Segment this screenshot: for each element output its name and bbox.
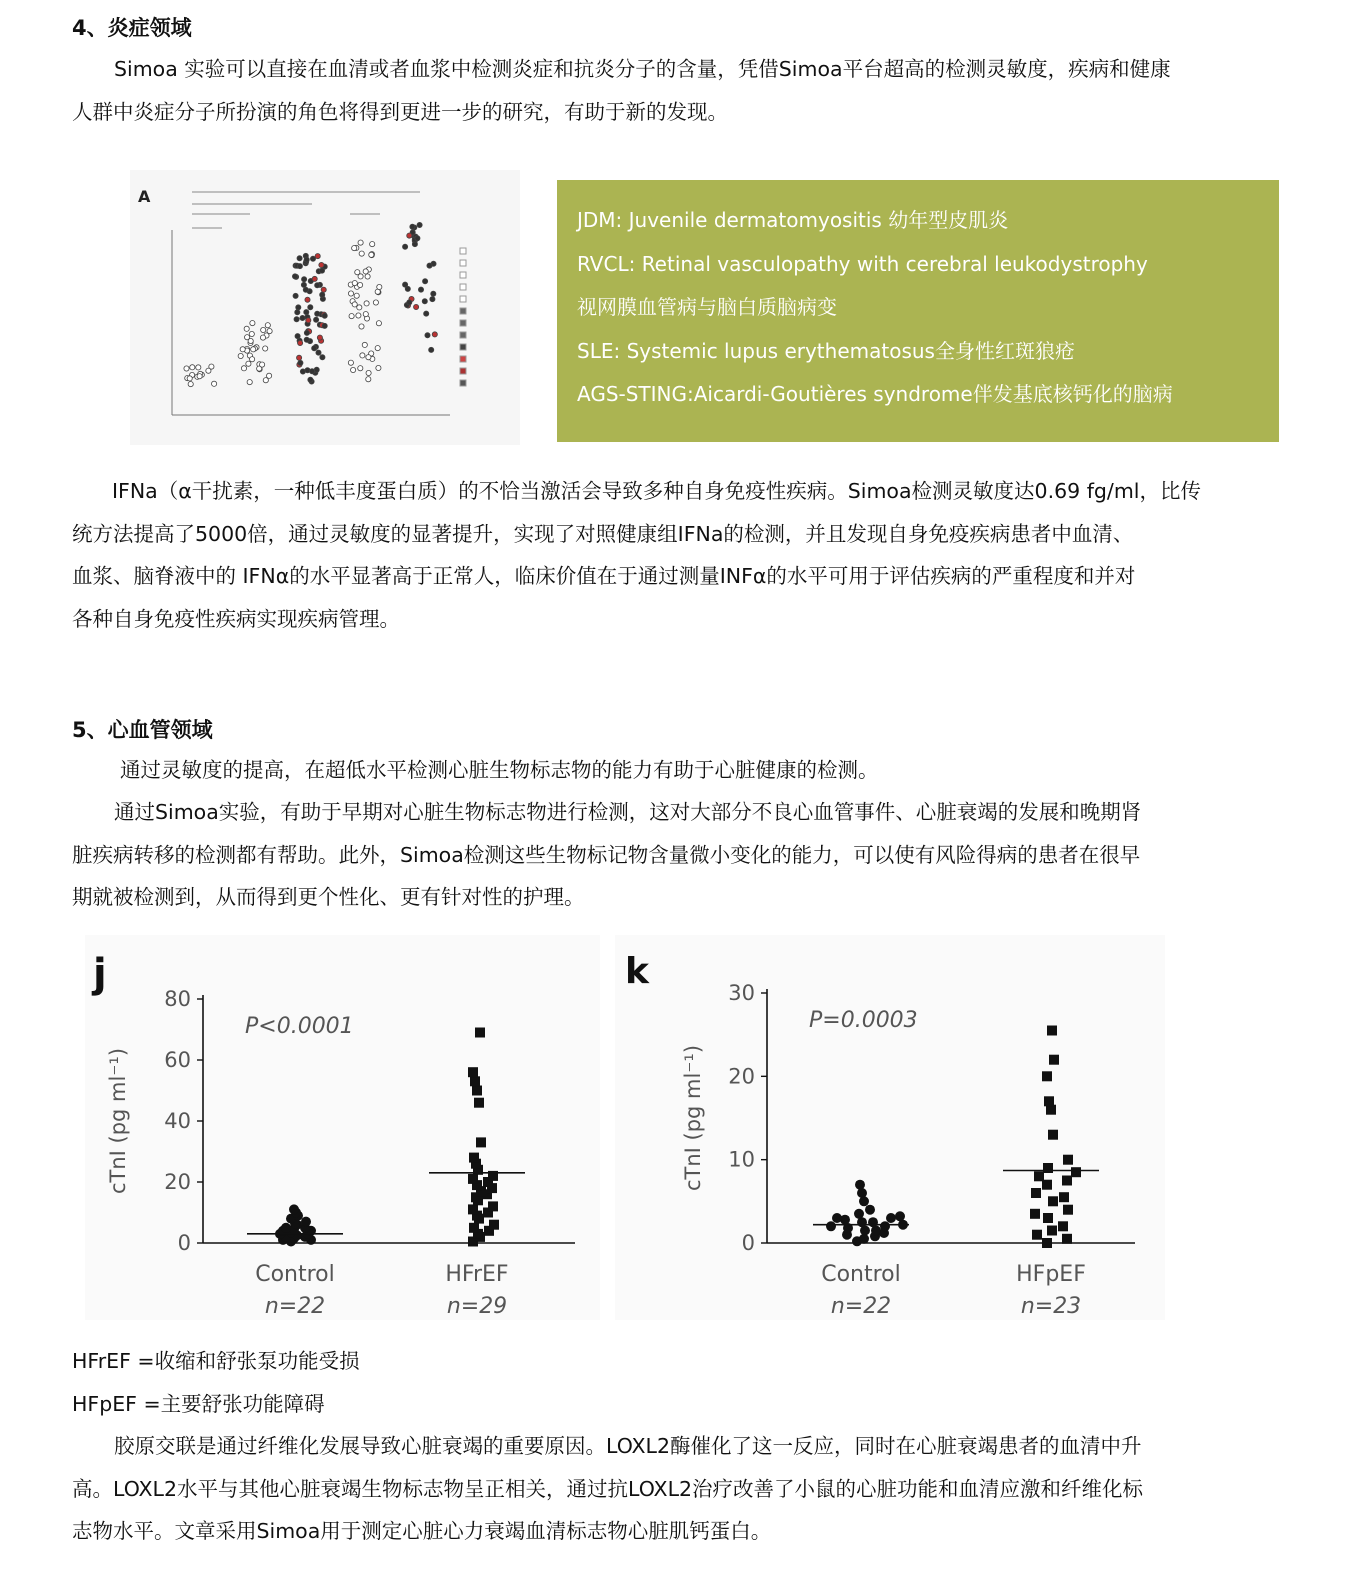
data-point-hf bbox=[468, 1204, 478, 1214]
data-point-control bbox=[826, 1221, 836, 1231]
y-tick-label: 10 bbox=[728, 1147, 755, 1172]
ifna-point bbox=[403, 244, 408, 249]
text-line: 期就被检测到，从而得到更个性化、更有针对性的护理。 bbox=[72, 885, 585, 909]
y-tick-label: 40 bbox=[164, 1109, 191, 1133]
data-point-hf bbox=[1058, 1221, 1068, 1231]
data-point-hf bbox=[476, 1137, 486, 1147]
ifna-point bbox=[424, 311, 429, 316]
panel-label-a: A bbox=[138, 187, 151, 206]
ifna-point bbox=[297, 355, 302, 360]
x-category-label: HFpEF bbox=[1016, 1262, 1086, 1287]
ifna-point bbox=[407, 233, 412, 238]
ifna-point bbox=[303, 287, 308, 292]
ifna-point bbox=[321, 287, 326, 292]
ifna-point bbox=[248, 338, 253, 343]
ifna-point bbox=[292, 274, 297, 279]
text-line: IFNa（α干扰素，一种低丰度蛋白质）的不恰当激活会导致多种自身免疫性疾病。Simoa检测灵敏度达0.69 fg/ml，比传 bbox=[112, 479, 1201, 503]
data-point-hf bbox=[1062, 1234, 1072, 1244]
y-tick-label: 30 bbox=[728, 981, 755, 1005]
ifna-point bbox=[298, 340, 303, 345]
data-point-control bbox=[854, 1209, 864, 1219]
ifna-point bbox=[352, 246, 357, 251]
ifna-point bbox=[377, 284, 382, 289]
ifna-point bbox=[184, 366, 189, 371]
data-point-hf bbox=[468, 1067, 478, 1077]
text-line: Simoa 实验可以直接在血清或者血浆中检测炎症和抗炎分子的含量，凭借Simoa平台超高的检测灵敏度，疾病和健康 bbox=[114, 57, 1171, 81]
data-point-hf bbox=[1063, 1155, 1073, 1165]
data-point-hf bbox=[468, 1174, 478, 1184]
sec5-paragraph-1 bbox=[72, 749, 879, 792]
data-point-control bbox=[301, 1217, 311, 1227]
ifna-point bbox=[315, 283, 320, 288]
y-tick-label: 0 bbox=[177, 1231, 191, 1255]
ifna-point bbox=[315, 311, 320, 316]
data-point-hf bbox=[1063, 1205, 1073, 1215]
ifna-point bbox=[348, 291, 353, 296]
ifna-point bbox=[348, 360, 353, 365]
ifna-point bbox=[196, 365, 201, 370]
text-line: 高。LOXL2水平与其他心脏衰竭生物标志物呈正相关，通过抗LOXL2治疗改善了小鼠的心脏功能和血清应激和纤维化标 bbox=[72, 1476, 1144, 1501]
data-point-control bbox=[832, 1213, 842, 1223]
data-point-control bbox=[855, 1180, 865, 1190]
ifna-point bbox=[296, 305, 301, 310]
x-category-label: Control bbox=[821, 1262, 901, 1287]
ifna-point bbox=[304, 330, 309, 335]
data-point-hf bbox=[1048, 1196, 1058, 1206]
ifna-point bbox=[238, 353, 243, 358]
ifna-point bbox=[417, 222, 422, 227]
ifna-point bbox=[322, 323, 327, 328]
ifna-point bbox=[425, 333, 430, 338]
x-category-label: Control bbox=[255, 1262, 335, 1287]
data-point-hf bbox=[1059, 1192, 1069, 1202]
ifna-point bbox=[359, 251, 364, 256]
ifna-point bbox=[188, 382, 193, 387]
ifna-point bbox=[319, 268, 324, 273]
data-point-hf bbox=[1071, 1167, 1081, 1177]
ifna-point bbox=[305, 297, 310, 302]
data-point-control bbox=[865, 1205, 875, 1215]
sec5-definitions bbox=[72, 1340, 360, 1425]
ifna-point bbox=[265, 323, 270, 328]
data-point-hf bbox=[475, 1028, 485, 1038]
ifna-point bbox=[241, 366, 246, 371]
ifna-figure-a bbox=[130, 170, 520, 445]
ifna-point bbox=[315, 254, 320, 259]
text-line: 人群中炎症分子所扮演的角色将得到更进一步的研究，有助于新的发现。 bbox=[72, 99, 728, 124]
ifna-point bbox=[363, 312, 368, 317]
text-line: 统方法提高了5000倍，通过灵敏度的显著提升，实现了对照健康组IFNa的检测，并且发现自身免疫疾病患者中血清、 bbox=[72, 521, 1134, 546]
ifna-point bbox=[322, 313, 327, 318]
ifna-point bbox=[362, 342, 367, 347]
ifna-point bbox=[359, 324, 364, 329]
sec5-paragraph-3 bbox=[72, 1425, 1143, 1553]
ifna-point bbox=[356, 313, 361, 318]
ifna-point bbox=[294, 317, 299, 322]
text-line: 通过灵敏度的提高，在超低水平检测心脏生物标志物的能力有助于心脏健康的检测。 bbox=[120, 758, 879, 782]
ifna-point bbox=[427, 263, 432, 268]
text-line: 通过Simoa实验，有助于早期对心脏生物标志物进行检测，这对大部分不良心血管事件、心脏衰竭的发展和晚期肾 bbox=[114, 800, 1142, 824]
ifna-point bbox=[263, 346, 268, 351]
ifna-point bbox=[351, 367, 356, 372]
ifna-point bbox=[301, 282, 306, 287]
abbreviation-legend-box bbox=[557, 180, 1279, 442]
p-value-label: P<0.0001 bbox=[245, 1014, 354, 1039]
group-n-label: n=23 bbox=[1020, 1294, 1082, 1319]
data-point-hf bbox=[1034, 1171, 1044, 1181]
ifna-point bbox=[415, 236, 420, 241]
ifna-point bbox=[250, 321, 255, 326]
y-tick-label: 60 bbox=[164, 1048, 191, 1072]
text-line: 胶原交联是通过纤维化发展导致心脏衰竭的重要原因。LOXL2酶催化了这一反应，同时在心脏衰竭患者的血清中升 bbox=[114, 1434, 1142, 1458]
y-tick-label: 80 bbox=[164, 987, 191, 1011]
y-axis-label: cTnI (pg ml⁻¹) bbox=[106, 1047, 130, 1195]
definition-hfpef: HFpEF =主要舒张功能障碍 bbox=[72, 1391, 325, 1416]
ifna-point bbox=[370, 242, 375, 247]
ifna-point bbox=[190, 365, 195, 370]
ifna-point bbox=[366, 370, 371, 375]
y-tick-label: 0 bbox=[741, 1231, 755, 1255]
ifna-point bbox=[304, 337, 309, 342]
x-category-label: HFrEF bbox=[445, 1262, 509, 1287]
ifna-point bbox=[206, 368, 211, 373]
ifna-point bbox=[403, 282, 408, 287]
ifna-point bbox=[187, 376, 192, 381]
sec5-paragraph-2 bbox=[72, 791, 1141, 919]
ifna-point bbox=[251, 347, 256, 352]
ifna-point bbox=[410, 224, 415, 229]
data-point-hf bbox=[1042, 1071, 1052, 1081]
y-axis-label: cTnI (pg ml⁻¹) bbox=[681, 1044, 705, 1192]
ifna-point bbox=[366, 377, 371, 382]
data-point-hf bbox=[1047, 1226, 1057, 1236]
ifna-point bbox=[349, 314, 354, 319]
ifna-point bbox=[407, 300, 412, 305]
ifna-point bbox=[317, 335, 322, 340]
ifna-point bbox=[212, 381, 217, 386]
ifna-point bbox=[295, 310, 300, 315]
legend-line-rvcl: RVCL: Retinal vasculopathy with cerebral leukodystrophy bbox=[577, 251, 1148, 276]
ifna-point bbox=[373, 300, 378, 305]
data-point-hf bbox=[1043, 1213, 1053, 1223]
ifna-point bbox=[302, 277, 307, 282]
ifna-point bbox=[320, 355, 325, 360]
ifna-point bbox=[247, 380, 252, 385]
ifna-point bbox=[369, 252, 374, 257]
text-line: 血浆、脑脊液中的 IFNα的水平显著高于正常人，临床价值在于通过测量INFα的水平可用于评估疾病的严重程度和并对 bbox=[72, 564, 1136, 588]
ifna-point bbox=[365, 274, 370, 279]
ifna-point bbox=[249, 331, 254, 336]
data-point-hf bbox=[1031, 1188, 1041, 1198]
panel-label-k: k bbox=[625, 951, 649, 992]
data-point-hf bbox=[470, 1076, 480, 1086]
data-point-hf bbox=[469, 1153, 479, 1163]
ifna-point bbox=[357, 305, 362, 310]
ifna-point bbox=[304, 310, 309, 315]
data-point-control bbox=[868, 1217, 878, 1227]
group-n-label: n=22 bbox=[830, 1294, 892, 1319]
group-n-label: n=22 bbox=[264, 1294, 326, 1319]
data-point-hf bbox=[469, 1223, 479, 1233]
ifna-point bbox=[320, 292, 325, 297]
legend-line-sle: SLE: Systemic lupus erythematosus全身性红斑狼疮 bbox=[577, 338, 1075, 363]
data-point-control bbox=[859, 1196, 869, 1206]
ifna-point bbox=[354, 293, 359, 298]
panel-label-j: j bbox=[93, 951, 107, 997]
data-point-hf bbox=[1043, 1163, 1053, 1173]
text-line: 脏疾病转移的检测都有帮助。此外，Simoa检测这些生物标记物含量微小变化的能力，可以使有风险得病的患者在很早 bbox=[72, 842, 1141, 867]
data-point-control bbox=[895, 1211, 905, 1221]
ifna-point bbox=[310, 256, 315, 261]
ifna-point bbox=[308, 377, 313, 382]
ifna-point bbox=[306, 318, 311, 323]
section-5-heading: 5、心血管领域 bbox=[72, 718, 213, 742]
legend-line-ags: AGS-STING:Aicardi-Goutières syndrome伴发基底核钙化的脑病 bbox=[577, 382, 1173, 406]
ifna-point bbox=[358, 240, 363, 245]
ifna-point bbox=[250, 357, 255, 362]
ifna-point bbox=[430, 297, 435, 302]
text-line: 志物水平。文章采用Simoa用于测定心脏心力衰竭血清标志物心脏肌钙蛋白。 bbox=[72, 1519, 772, 1543]
data-point-control bbox=[857, 1188, 867, 1198]
ifna-point bbox=[260, 335, 265, 340]
ifna-point bbox=[376, 321, 381, 326]
data-point-control bbox=[281, 1223, 291, 1233]
ifna-point bbox=[240, 347, 245, 352]
ifna-point bbox=[308, 305, 313, 310]
ifna-point bbox=[414, 304, 419, 309]
ifna-point bbox=[360, 353, 365, 358]
data-point-hf bbox=[488, 1201, 498, 1211]
data-point-hf bbox=[1048, 1130, 1058, 1140]
ifna-point bbox=[261, 327, 266, 332]
data-point-control bbox=[289, 1204, 299, 1214]
ifna-point bbox=[364, 301, 369, 306]
text-line: 各种自身免疫性疾病实现疾病管理。 bbox=[72, 606, 400, 631]
data-point-hf bbox=[1062, 1176, 1072, 1186]
ifna-point bbox=[358, 282, 363, 287]
ifna-point bbox=[352, 302, 357, 307]
ifna-scatter-image bbox=[130, 170, 520, 445]
ifna-point bbox=[355, 270, 360, 275]
data-point-control bbox=[880, 1221, 890, 1231]
ifna-point bbox=[297, 264, 302, 269]
data-point-hf bbox=[489, 1220, 499, 1230]
ctni-charts bbox=[85, 935, 1165, 1320]
ifna-point bbox=[312, 276, 317, 281]
legend-line-jdm: JDM: Juvenile dermatomyositis 幼年型皮肌炎 bbox=[577, 208, 1009, 232]
sec4-paragraph-2 bbox=[72, 470, 1201, 640]
ifna-point bbox=[352, 281, 357, 286]
data-point-hf bbox=[1042, 1238, 1052, 1248]
group-n-label: n=29 bbox=[446, 1294, 508, 1319]
ifna-point bbox=[363, 269, 368, 274]
ifna-point bbox=[429, 347, 434, 352]
ifna-point bbox=[418, 287, 423, 292]
ifna-point bbox=[358, 366, 363, 371]
data-point-control bbox=[886, 1213, 896, 1223]
section-4-heading: 4、炎症领域 bbox=[72, 16, 192, 40]
p-value-label: P=0.0003 bbox=[809, 1008, 918, 1033]
ifna-point bbox=[263, 378, 268, 383]
ifna-point bbox=[422, 299, 427, 304]
data-point-hf bbox=[1030, 1209, 1040, 1219]
data-point-hf bbox=[1044, 1096, 1054, 1106]
ifna-point bbox=[244, 326, 249, 331]
y-tick-label: 20 bbox=[164, 1170, 191, 1194]
ifna-point bbox=[423, 279, 428, 284]
data-point-hf bbox=[1049, 1055, 1059, 1065]
ifna-point bbox=[316, 350, 321, 355]
sec4-paragraph-1 bbox=[72, 48, 1171, 133]
data-point-hf bbox=[472, 1086, 482, 1096]
y-tick-label: 20 bbox=[728, 1064, 755, 1089]
ifna-point bbox=[246, 361, 251, 366]
ifna-point bbox=[314, 317, 319, 322]
ifna-point bbox=[310, 369, 315, 374]
ifna-point bbox=[376, 365, 381, 370]
ifna-point bbox=[375, 346, 380, 351]
ifna-point bbox=[298, 360, 303, 365]
ifna-point bbox=[293, 293, 298, 298]
ctni-charts-svg bbox=[85, 935, 1165, 1320]
ifna-point bbox=[431, 291, 436, 296]
data-point-hf bbox=[1047, 1026, 1057, 1036]
ifna-point bbox=[319, 262, 324, 267]
data-point-hf bbox=[1032, 1230, 1042, 1240]
ifna-point bbox=[260, 362, 265, 367]
ifna-point bbox=[304, 257, 309, 262]
definition-hfref: HFrEF =收缩和舒张泵功能受损 bbox=[72, 1349, 360, 1373]
ifna-point bbox=[300, 315, 305, 320]
ifna-point bbox=[297, 256, 302, 261]
ifna-point bbox=[312, 346, 317, 351]
legend-line-rvcl-cn: 视网膜血管病与脑白质脑病变 bbox=[577, 295, 837, 319]
ifna-point bbox=[197, 374, 202, 379]
data-point-hf bbox=[474, 1098, 484, 1108]
ifna-point bbox=[432, 332, 437, 337]
ifna-point bbox=[366, 355, 371, 360]
